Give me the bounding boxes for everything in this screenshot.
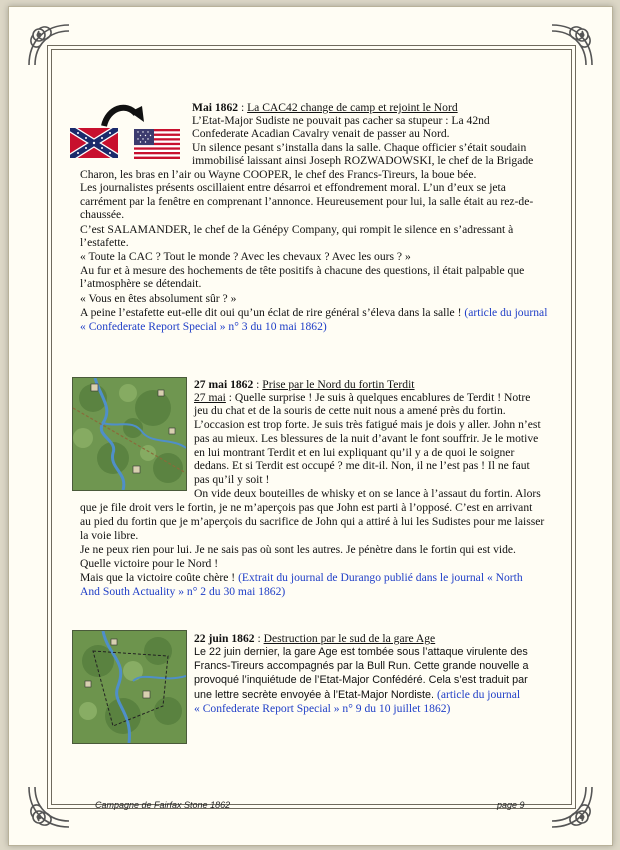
corner-ornament-top-right: [548, 21, 596, 69]
section2-line-3: en lui montrant Terdit et en lui expliquant qu’il y a de quoi le soigner: [194, 446, 515, 459]
section2-date: 27 mai 1862: [194, 378, 254, 391]
section2-source-start: (Extrait du journal de Durango publié dans le journal « North: [238, 571, 523, 584]
section1-line-2: Un silence pesant s’installa dans la salle. Chaque officier s’était soudain: [192, 141, 527, 154]
section3-line-0: Le 22 juin dernier, la gare Age est tombée sous l’attaque virulente des: [194, 646, 528, 658]
section2-line-12: [80, 571, 552, 584]
map-image: [72, 377, 187, 491]
section2-line-1: L’occasion est trop forte. Je suis très fatigué mais je dois y aller. John n’est: [194, 418, 541, 431]
section1-line-12: l’atmosphère se détendait.: [80, 277, 202, 290]
section1-source-start: (article du journal: [464, 306, 548, 319]
section1-title: La CAC42 change de camp et rejoint le Nord: [247, 101, 458, 114]
section3-source-start: (article du journal: [437, 688, 521, 701]
footer-title: Campagne de Fairfax Stone 1862: [95, 800, 231, 810]
map-image-2: [72, 630, 187, 744]
section3-line-2: provoqué l’inquiétude de l’Etat-Major Confédéré. Cela s’est traduit par: [194, 674, 528, 686]
union-flag-icon: [134, 129, 180, 159]
section3-last-line: une lettre secrète envoyée à l’Etat-Major Nordiste.: [194, 689, 438, 701]
section1-line-0: L’Etat-Major Sudiste ne pouvait pas cacher sa stupeur : La 42nd: [192, 114, 490, 127]
corner-ornament-bottom-right: [548, 783, 596, 831]
section2-line-9: la voie libre.: [80, 529, 139, 542]
confederate-flag-icon: [70, 128, 118, 158]
section1-line-14: [80, 306, 552, 319]
section2-line-4: dedans. Et si Terdit est occupé ? me dit-il. Non, il ne l’est pas ! Il ne faut: [194, 459, 530, 472]
section1-line-3: immobilisé laissant ainsi Joseph ROZWADOWSKI, le chef de la Brigade: [192, 154, 534, 167]
corner-ornament-top-left: [25, 21, 73, 69]
page-number: page 9: [497, 800, 525, 810]
section3-source: « Confederate Report Special » n° 9 du 10 juillet 1862): [194, 702, 451, 715]
section1-line-13: « Vous en êtes absolument sûr ? »: [80, 292, 237, 305]
section1-line-4: Charon, les bras en l’air ou Wayne COOPER, le chef des Francs-Tireurs, la boue bée.: [80, 168, 477, 181]
section1-line-5: Les journalistes présents oscillaient entre désarroi et effondrement moral. L’un d’eux se jeta: [80, 181, 506, 194]
section2-title: Prise par le Nord du fortin Terdit: [262, 378, 415, 391]
section3-line-3: [194, 688, 552, 702]
section1-header: [192, 101, 552, 114]
section2-line-first: [194, 391, 552, 404]
arrow-icon: [100, 100, 148, 130]
section2-sep: :: [253, 378, 263, 391]
section3-title: Destruction par le sud de la gare Age: [263, 632, 436, 645]
section3-date: 22 juin 1862: [194, 632, 255, 645]
section2-line-11: Quelle victoire pour le Nord !: [80, 557, 219, 570]
section1-line-9: l’estafette.: [80, 236, 129, 249]
section1-sep: :: [238, 101, 248, 114]
corner-ornament-bottom-left: [25, 783, 73, 831]
section1-source: « Confederate Report Special » n° 3 du 10 mai 1862): [80, 320, 327, 333]
section1-line-7: chaussée.: [80, 208, 125, 221]
section2-line-0: jeu du chat et de la souris de cette nuit nous a amené près du fortin.: [194, 404, 506, 417]
section2-line-7: que je file droit vers le fortin, je ne m’aperçois pas que John est parti à l’opposé. C’est en arrivant: [80, 501, 533, 514]
section3-header: [194, 632, 552, 645]
section1-last-line: A peine l’estafette eut-elle dit oui qu’un éclat de rire général s’éleva dans la salle !: [80, 306, 465, 319]
section1-line-10: « Toute la CAC ? Tout le monde ? Avec les chevaux ? Avec les ours ? »: [80, 250, 411, 263]
section2-first-date: 27 mai: [194, 391, 226, 404]
section2-line-10: Je ne peux rien pour lui. Je ne sais pas où sont les autres. Je pénètre dans le fortin qui est vide.: [80, 543, 516, 556]
section2-line-2: pas au mieux. Les blessures de la nuit d’avant le font souffrir. Je le motive: [194, 432, 539, 445]
section1-date: Mai 1862: [192, 101, 239, 114]
section1-line-11: Au fur et à mesure des hochements de tête positifs à chacune des questions, il était palpable que: [80, 264, 525, 277]
section2-line-6: On vide deux bouteilles de whisky et on se lance à l’assaut du fortin. Alors: [194, 487, 541, 500]
section2-line-5: pas qu’il y soit !: [194, 473, 270, 486]
section1-line-1: Confederate Acadian Cavalry venait de passer au Nord.: [192, 127, 450, 140]
section2-last-line: Mais que la victoire coûte chère !: [80, 571, 239, 584]
section2-header: [194, 378, 552, 391]
section2-source: And South Actuality » n° 2 du 30 mai 1862): [80, 585, 286, 598]
section3-sep: :: [254, 632, 264, 645]
section1-line-8: C’est SALAMANDER, le chef de la Génépy Company, qui rompit le silence en s’adressant à: [80, 223, 514, 236]
section1-line-6: carrément par la fenêtre en comprenant l’annonce. Heureusement pour lui, la salle était au rez-de-: [80, 195, 534, 208]
section3-line-1: Francs-Tireurs accompagnés par la Bull Run. Cette grande nouvelle a: [194, 660, 529, 672]
section2-first-rest: : Quelle surprise ! Je suis à quelques encablures de Terdit ! Notre: [225, 391, 531, 404]
section2-line-8: au pied du fortin que je m’aperçois du sacrifice de John qui a attiré à lui les Sudistes pour me laisser: [80, 515, 545, 528]
